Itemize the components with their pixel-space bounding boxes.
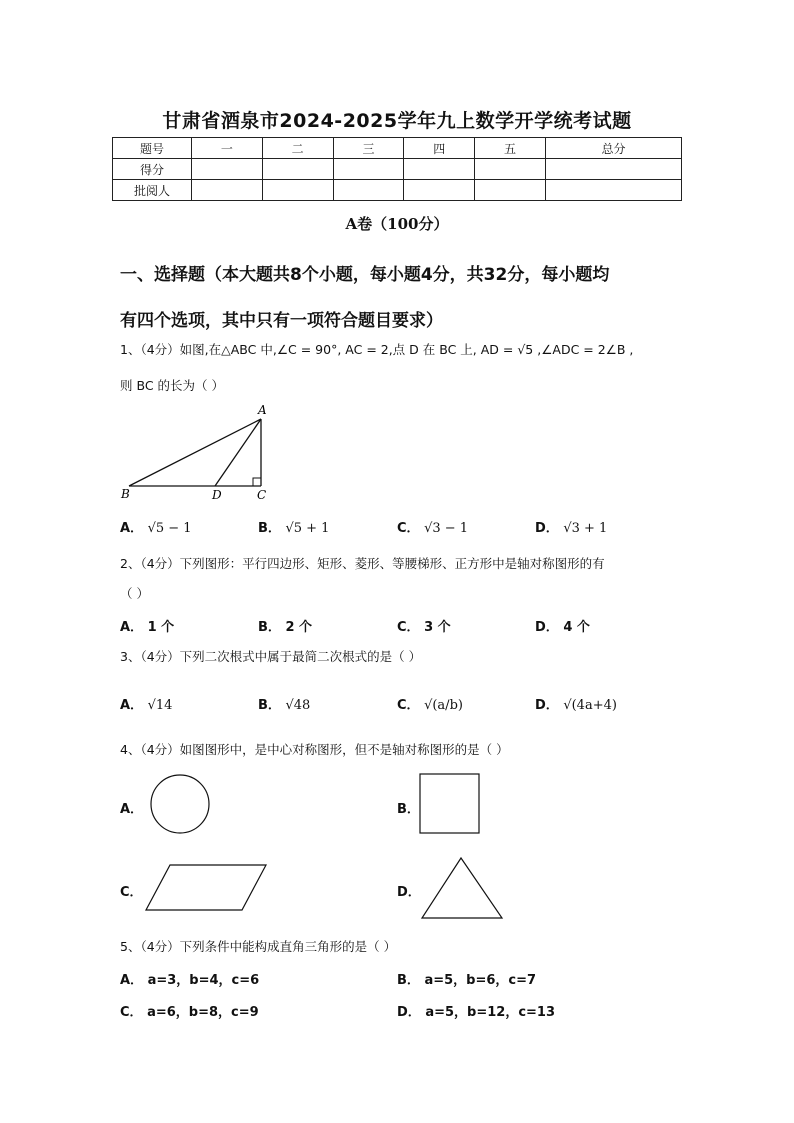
option-value: √(a/b) [424,698,463,713]
parallelogram-shape [144,862,270,912]
option-c[interactable]: C． [120,885,143,900]
option-label: D． [397,1005,421,1020]
option-c[interactable] [397,517,468,536]
option-label: C． [397,698,420,713]
score-table-row [113,159,682,180]
question-1-text-2: 则 BC 的长为（ ） [120,378,225,393]
option-value: √5 + 1 [285,521,330,536]
score-cell [192,180,263,201]
option-value: √48 [285,698,311,713]
table-header-cell: 总分 [545,138,681,159]
option-value: √(4a+4) [563,698,617,713]
option-b[interactable] [258,694,310,713]
score-cell [545,180,681,201]
option-label: B． [258,698,281,713]
table-header-cell: 一 [192,138,263,159]
option-value: a=5，b=12，c=13 [425,1005,556,1020]
option-label: A． [120,620,144,635]
square-shape [418,772,482,836]
score-cell [192,159,263,180]
option-label: B． [258,521,281,536]
option-value: 3 个 [424,620,451,635]
circle-shape [142,773,220,837]
option-value: 4 个 [563,620,590,635]
segment-ad [215,419,261,486]
right-angle-mark [253,478,261,486]
option-label: B． [397,973,420,988]
score-cell [404,159,475,180]
option-value: a=3，b=4，c=6 [147,973,260,988]
question-2-text: 2、（4分）下列图形：平行四边形、矩形、菱形、等腰梯形、正方形中是轴对称图形的有 [120,556,605,571]
table-header-cell: 题号 [113,138,192,159]
triangle-abc-figure [115,400,285,505]
option-value: √3 + 1 [563,521,608,536]
point-label-d: D [212,488,222,502]
section-heading: A卷（100分） [345,215,449,233]
option-value: 1 个 [147,620,175,635]
option-b[interactable] [258,616,312,635]
option-label: A． [120,973,144,988]
point-label-c: C [257,488,267,502]
table-header-cell: 二 [262,138,333,159]
option-value: √14 [147,698,173,713]
option-a[interactable]: A． [120,802,144,817]
table-header-cell: 四 [404,138,475,159]
question-3-text: 3、（4分）下列二次根式中属于最简二次根式的是（ ） [120,649,422,664]
option-c[interactable] [397,694,463,713]
option-value: a=5，b=6，c=7 [424,973,537,988]
table-header-cell: 五 [475,138,546,159]
option-label: B． [258,620,281,635]
score-cell [545,159,681,180]
option-label: D． [535,521,559,536]
question-2-text-2: （ ） [120,586,149,601]
option-label: C． [120,1005,143,1020]
option-d[interactable] [397,1001,555,1020]
option-label: C． [397,521,420,536]
part-heading-line: 一、选择题（本大题共8个小题，每小题4分，共32分，每小题均 [120,265,610,285]
question-4-text: 4、（4分）如图图形中，是中心对称图形，但不是轴对称图形的是（ ） [120,742,509,757]
option-value: a=6，b=8，c=9 [147,1005,259,1020]
option-label: A． [120,698,144,713]
table-header-cell: 三 [333,138,404,159]
option-value: √5 − 1 [147,521,192,536]
question-5-text: 5、（4分）下列条件中能构成直角三角形的是（ ） [120,939,397,954]
triangle-shape [420,855,506,921]
option-a[interactable] [120,517,192,536]
page-title: 甘肃省酒泉市2024-2025学年九上数学开学统考试题 [162,110,632,132]
option-label: D． [535,698,559,713]
option-a[interactable] [120,694,172,713]
option-d[interactable] [535,694,617,713]
option-a[interactable] [120,969,259,988]
question-1-text: 1、（4分）如图,在△ABC 中,∠C = 90°, AC = 2,点 D 在 BC 上, AD = √5 ,∠ADC = 2∠B , [120,342,634,357]
option-a[interactable] [120,616,174,635]
score-cell [262,180,333,201]
score-table-header-row [113,138,682,159]
part-heading [120,252,680,344]
option-d[interactable]: D． [397,885,421,900]
option-c[interactable] [397,616,451,635]
score-cell [404,180,475,201]
score-cell [262,159,333,180]
option-d[interactable] [535,517,607,536]
score-cell [333,180,404,201]
option-d[interactable] [535,616,590,635]
option-label: A． [120,521,144,536]
table-row-label: 批阅人 [113,180,192,201]
part-heading-line: 有四个选项，其中只有一项符合题目要求） [120,311,443,331]
option-label: D． [535,620,559,635]
point-label-b: B [121,487,130,501]
option-b[interactable] [258,517,329,536]
point-label-a: A [258,403,267,417]
segment-ab [129,419,261,486]
score-cell [475,159,546,180]
option-value: 2 个 [285,620,313,635]
score-cell [475,180,546,201]
score-table-row [113,180,682,201]
option-label: C． [397,620,420,635]
score-cell [333,159,404,180]
option-value: √3 − 1 [424,521,469,536]
table-row-label: 得分 [113,159,192,180]
option-b[interactable]: B． [397,802,420,817]
score-table [112,137,682,201]
option-c[interactable] [120,1001,259,1020]
option-b[interactable] [397,969,536,988]
